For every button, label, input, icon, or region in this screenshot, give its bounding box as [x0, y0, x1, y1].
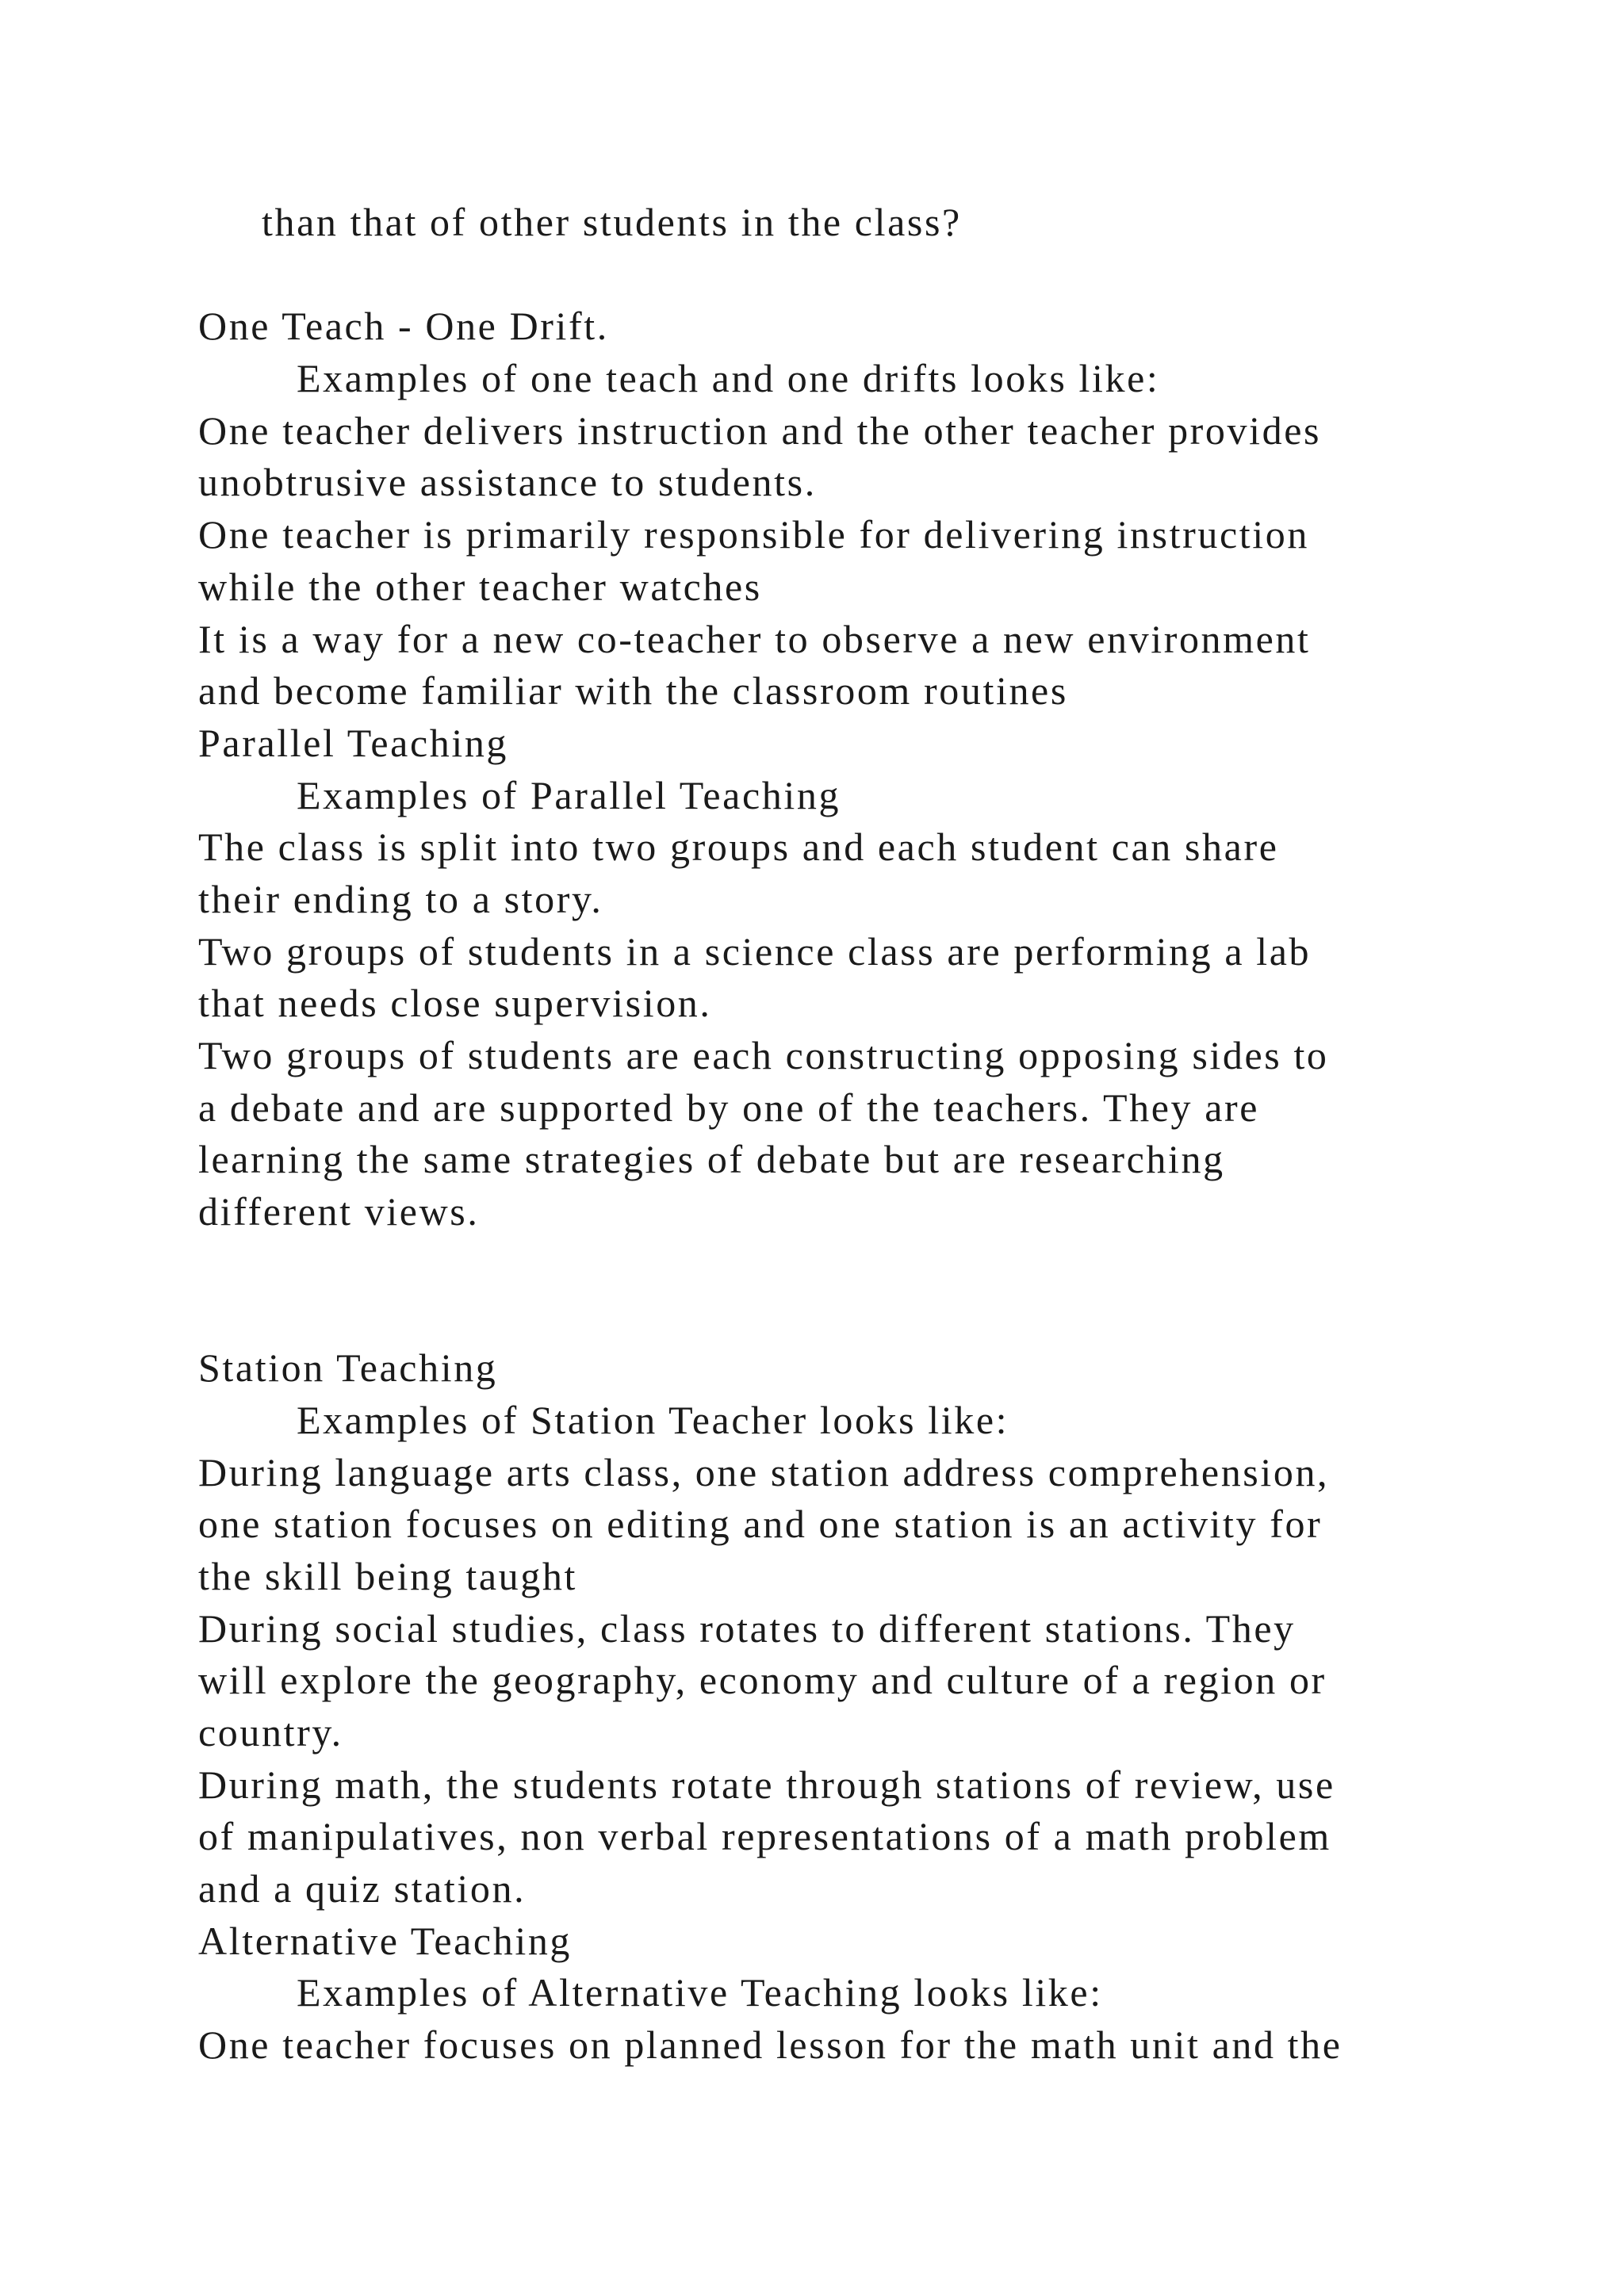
- examples-subheading: Examples of Alternative Teaching looks like:: [297, 1970, 1103, 2015]
- text-line: One teacher delivers instruction and the other teacher provides: [198, 408, 1322, 453]
- text-line: It is a way for a new co-teacher to observe a new environment: [198, 616, 1311, 661]
- blank-line: [198, 1238, 1546, 1291]
- text-line: a debate and are supported by one of the teachers. They are: [198, 1085, 1260, 1130]
- section-heading-parallel-teaching: Parallel Teaching: [198, 720, 509, 765]
- text-line: country.: [198, 1709, 343, 1755]
- text-line: learning the same strategies of debate but are researching: [198, 1137, 1225, 1182]
- text-line: their ending to a story.: [198, 876, 603, 921]
- text-line: than that of other students in the class?: [262, 200, 962, 244]
- text-line: One teacher focuses on planned lesson for the math unit and the: [198, 2022, 1342, 2068]
- section-heading-alternative-teaching: Alternative Teaching: [198, 1918, 573, 1963]
- section-heading-one-teach-one-drift: One Teach - One Drift.: [198, 304, 609, 349]
- text-line: and a quiz station.: [198, 1866, 527, 1911]
- text-line: of manipulatives, non verbal representations of a math problem: [198, 1814, 1331, 1859]
- text-line: The class is split into two groups and each student can share: [198, 825, 1279, 870]
- text-line: the skill being taught: [198, 1553, 577, 1598]
- text-line: During language arts class, one station address comprehension,: [198, 1449, 1330, 1494]
- text-line: During math, the students rotate through stations of review, use: [198, 1762, 1335, 1807]
- text-line: One teacher is primarily responsible for delivering instruction: [198, 512, 1309, 557]
- text-line: that needs close supervision.: [198, 981, 712, 1026]
- examples-subheading: Examples of Parallel Teaching: [297, 772, 841, 817]
- text-line: During social studies, class rotates to different stations. They: [198, 1605, 1296, 1651]
- section-heading-station-teaching: Station Teaching: [198, 1345, 498, 1391]
- text-line: different views.: [198, 1189, 480, 1234]
- blank-line: [198, 1290, 1546, 1342]
- blank-line: [198, 249, 1546, 301]
- document-body: [198, 197, 1546, 2072]
- text-line: will explore the geography, economy and culture of a region or: [198, 1658, 1327, 1703]
- examples-subheading: Examples of one teach and one drifts looks like:: [297, 356, 1160, 401]
- text-line: Two groups of students in a science class are performing a lab: [198, 928, 1312, 974]
- text-line: unobtrusive assistance to students.: [198, 460, 817, 505]
- text-line: while the other teacher watches: [198, 564, 762, 609]
- text-line: one station focuses on editing and one station is an activity for: [198, 1502, 1323, 1547]
- examples-subheading: Examples of Station Teacher looks like:: [297, 1397, 1009, 1442]
- text-line: and become familiar with the classroom routines: [198, 668, 1068, 714]
- text-line: Two groups of students are each constructing opposing sides to: [198, 1033, 1329, 1077]
